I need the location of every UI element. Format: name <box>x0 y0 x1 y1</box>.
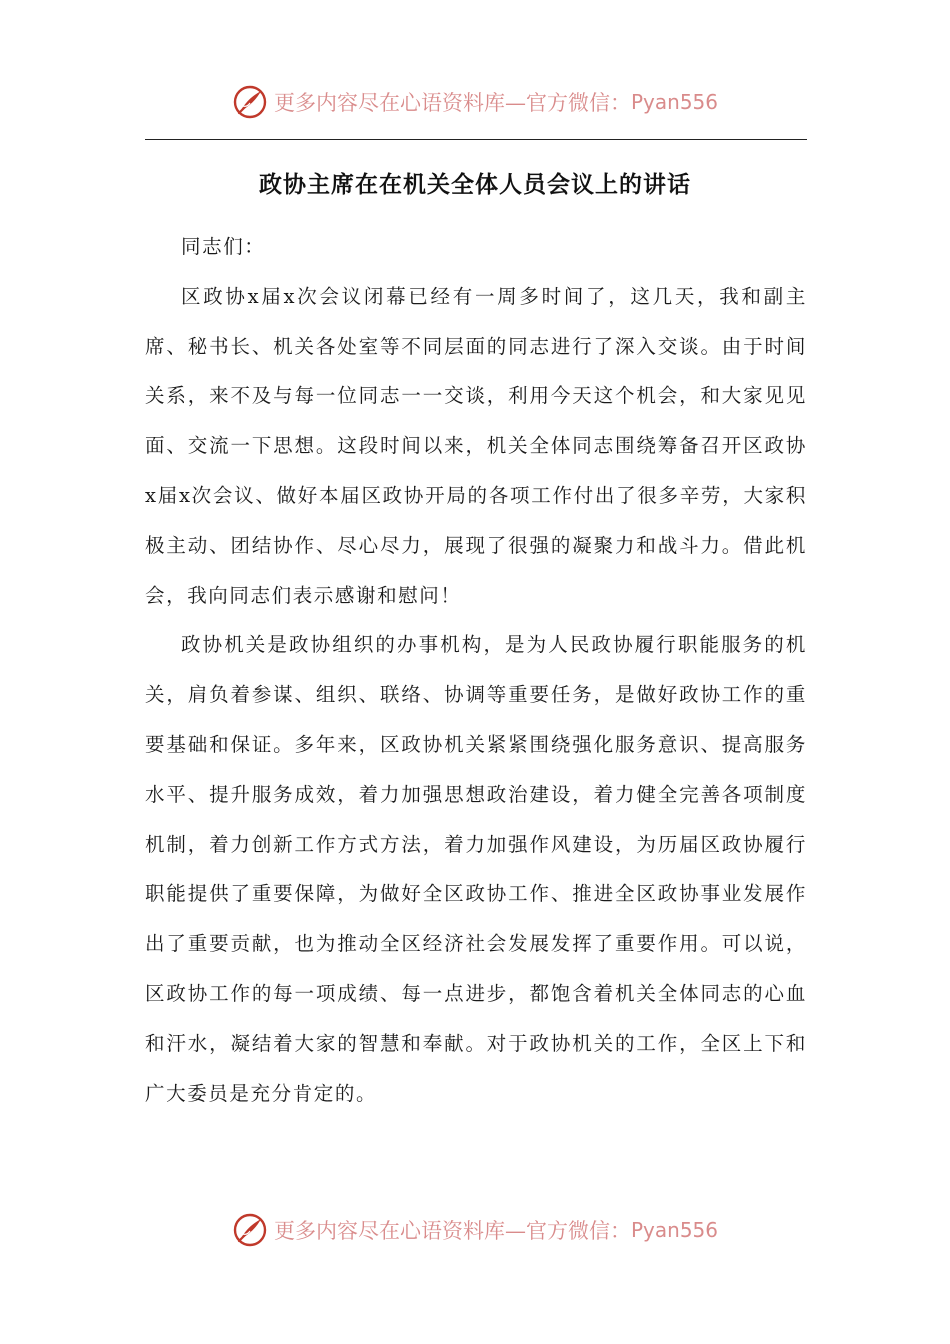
document-title: 政协主席在在机关全体人员会议上的讲话 <box>259 172 691 198</box>
quill-pen-logo-icon <box>232 1212 268 1248</box>
salutation: 同志们： <box>181 235 266 258</box>
header-banner-handle: Pyan556 <box>630 90 718 114</box>
paragraph-1: 区政协x届x次会议闭幕已经有一周多时间了，这几天，我和副主席、秘书长、机关各处室等不同层面的同志进行了深入交谈。由于时间关系，来不及与每一位同志一一交谈，利用今天这个机会，和大家见见面、交流一下思想。这段时间以来，机关全体同志围绕筹备召开区政协x届x次会议、做好本届区政协开局的各项工作付出了很多辛劳，大家积极主动、团结协作、尽心尽力，展现了很强的凝聚力和战斗力。借此机会，我向同志们表示感谢和慰问！ <box>145 284 807 607</box>
document-body <box>145 222 807 1118</box>
footer-banner-handle: Pyan556 <box>630 1218 718 1242</box>
header-banner-text: 更多内容尽在心语资料库—官方微信： <box>273 91 631 115</box>
header-divider <box>145 139 807 140</box>
quill-pen-logo-icon <box>232 84 268 120</box>
header-banner <box>0 82 950 122</box>
footer-banner <box>0 1210 950 1250</box>
footer-banner-text: 更多内容尽在心语资料库—官方微信： <box>273 1219 631 1243</box>
paragraph-2: 政协机关是政协组织的办事机构，是为人民政协履行职能服务的机关，肩负着参谋、组织、联络、协调等重要任务，是做好政协工作的重要基础和保证。多年来，区政协机关紧紧围绕强化服务意识、提高服务水平、提升服务成效，着力加强思想政治建设，着力健全完善各项制度机制，着力创新工作方式方法，着力加强作风建设，为历届区政协履行职能提供了重要保障，为做好全区政协工作、推进全区政协事业发展作出了重要贡献，也为推动全区经济社会发展发挥了重要作用。可以说，区政协工作的每一项成绩、每一点进步，都饱含着机关全体同志的心血和汗水，凝结着大家的智慧和奉献。对于政协机关的工作，全区上下和广大委员是充分肯定的。 <box>145 633 807 1105</box>
